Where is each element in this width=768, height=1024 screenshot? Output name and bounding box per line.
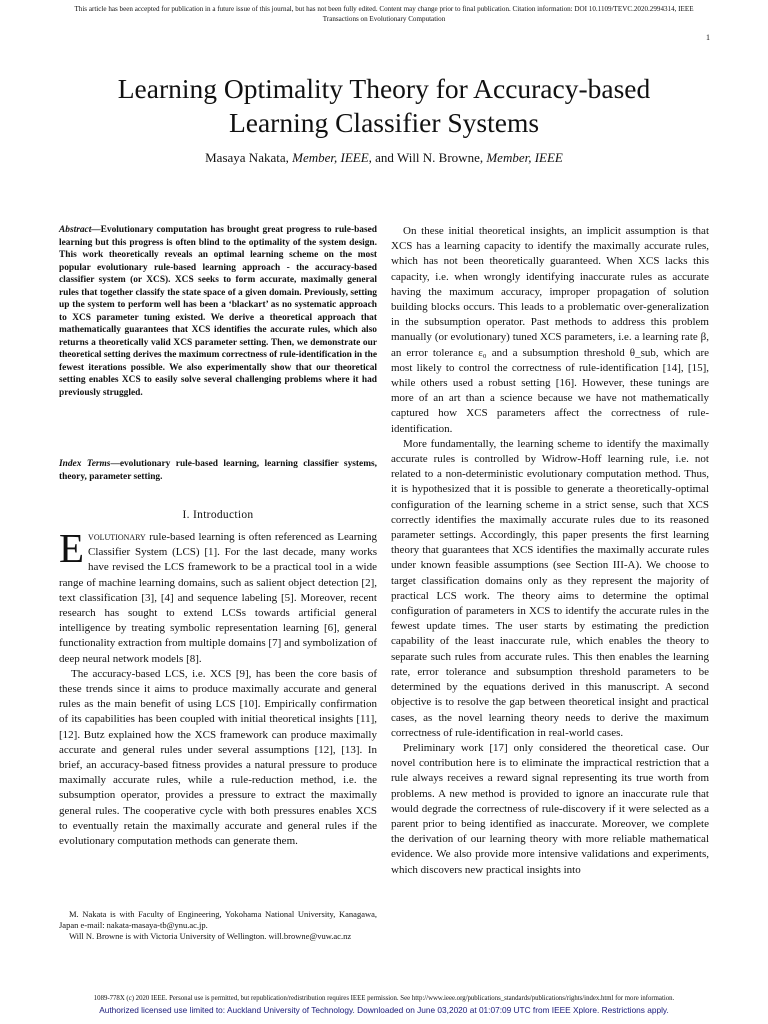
author-line [40, 150, 728, 166]
title-line1: Learning Optimality Theory for Accuracy-based [117, 73, 651, 104]
right-paragraph-2: More fundamentally, the learning scheme to identify the maximally accurate rules is controlled by Widrow-Hoff learning rule, i.e. not related to a non-deterministic evolutionary computation method. Thus, it is hypothesized that it is possible to generate a theoretically-optimal configuration of the learning scheme in a strict sense, such that XCS correctly identifies the maximally accurate rules due to its reasoned parameter settings. Accordingly, this paper presents the first learning theory that guarantees that XCS identifies the maximally accurate rules under known feasible assumptions (see Section III-A). We choose to target classification domains only as they represent the majority of practical LCS work. The theory aims to determine the optimal configuration of parameters in XCS to identify the accurate rules in the fewest update times. The user starts by estimating the prediction capability of the least inaccurate rule, which enables the theory to separate such rules from accurate rules. This then enables the learning rate, error tolerance and subsumption threshold parameters to be determined by the equations derived in this manuscript. A second objective is to resolve the gap between theoretical insight and practical cases, as the novel learning theory needs to derive the maximum correctness of rule-identification in real-world cases. [391, 437, 709, 739]
dropcap-letter: E [59, 525, 85, 571]
footnote-affiliation-1: M. Nakata is with Faculty of Engineering, Yokohama National University, Kanagawa, Japan e-mail: nakata-masaya-tb@ynu.ac.jp. [59, 909, 377, 930]
index-terms-text: —evolutionary rule-based learning, learning classifier systems, theory, parameter setting. [59, 459, 377, 482]
section-heading-introduction: I. Introduction [182, 509, 254, 521]
title-line2: Learning Classifier Systems [228, 107, 540, 138]
abstract-text: —Evolutionary computation has brought great progress to rule-based learning but this progress is often blind to the optimality of the system design. This work theoretically reveals an optimal learning scheme on the most popular evolutionary rule-based learning approach - the accuracy-based classifier system (or XCS). XCS seeks to form accurate, maximally general rules that together classify the state space of a given domain. Previously, setting up the system to perform well has been a ‘blackart’ as no systematic approach to XCS parameter tuning existed. We derive a theoretical approach that mathematically guarantees that XCS identifies the accurate rules, which also returns a theoretically valid XCS parameter setting. Then, we demonstrate our theoretical setting derives the maximum correctness of rule-identification in the fewest iterations possible. We also experimentally show that our theoretical setting enables XCS to easily solve several challenging problems where it had previously struggled. [59, 225, 377, 398]
page-number: 1 [706, 33, 710, 42]
author-conjunction: and [375, 150, 394, 165]
right-paragraph-1: On these initial theoretical insights, an implicit assumption is that XCS has a learning capacity to identify the maximally accurate rules, which has not been theoretically guaranteed. When XCS lacks this capacity, i.e. when wrongly identifying inaccurate rules as accurate having the maximum accuracy, improper propagation of solution building blocks occurs. This leads to a problematic over-generalization in the subsumption operator. Past methods to address this problem manually (or evolutionary) tuned XCS parameters, i.e. a learning rate β, an error tolerance ε₀ and a subsumption threshold θ_sub, which are most likely to control the correctness of rule-identification [14], [15], while others used a robust setting [16]. However, these tunings are more of an art than a science because we have not mathematically captured how XCS parameters affect the correctness of rule-identification. [391, 225, 709, 435]
footer-license-notice: Authorized licensed use limited to: Auckland University of Technology. Downloaded on June 03,2020 at 01:07:09 UTC from IEEE Xplore. Restrictions apply. [99, 1005, 669, 1015]
author2-name: Will N. Browne, [396, 150, 484, 165]
intro-paragraph-1 [59, 525, 377, 667]
index-terms [59, 458, 377, 483]
right-paragraph-3: Preliminary work [17] only considered the theoretical case. Our novel contribution here is to eliminate the impractical restriction that a rule always receives a reward signal representing its true worth from problems. A new method is provided to ignore an inaccurate rule that would degrade the correctness of rule-discovery if it were selected as a parent prior to being identified as inaccurate. Moreover, we complete the derivation of our learning theory with more reliable mathematical evidence. We also provide more intensive validations and experiments, which discovers new practical insights into [391, 741, 709, 876]
author1-role: Member, IEEE, [292, 150, 372, 165]
introduction-body [59, 525, 377, 849]
footnote-affiliation-2: Will N. Browne is with Victoria University of Wellington. will.browne@vuw.ac.nz [69, 931, 352, 941]
intro-paragraph-2: The accuracy-based LCS, i.e. XCS [9], has been the core basis of these trends since it aims to produce maximally accurate and general rules as the main benefit of using LCS [10]. Empirically confirmation of its capabilities has been coupled with initial theoretical insights [11], [12]. Butz explained how the XCS framework can produce maximally accurate and general rules under several assumptions [12], [13]. In brief, an accuracy-based fitness provides a natural pressure to produce maximally accurate rules, while a rule-reduction method, i.e. the subsumption operator, provides a pressure to extract the maximally general rules. The cooperative cycle with both pressures enables XCS to eventually retain the maximally accurate and general rules if the evolutionary computation methods can generate them. [59, 667, 377, 848]
author-footnote [59, 909, 377, 942]
author1-name: Masaya Nakata, [205, 150, 289, 165]
abstract [59, 224, 377, 399]
footer-copyright: 1089-778X (c) 2020 IEEE. Personal use is permitted, but republication/redistribution requires IEEE permission. See http://www.ieee.org/publications_standards/publications/rights/index.html for more information. [93, 995, 675, 1002]
right-column-body [391, 224, 709, 878]
header-note-line2: Transactions on Evolutionary Computation [322, 15, 446, 23]
abstract-label: Abstract [59, 225, 92, 235]
intro-paragraph-1-text: rule-based learning is often referenced as Learning Classifier System (LCS) [1]. For the last decade, many works have revised the LCS framework to be a practical tool in a wide range of machine learning domains, such as salient object detection [2], text classification [3], [4] and sequence labeling [5]. Moreover, recent research has sought to extend LCSs towards artificial general intelligence by treating symbolic representation learning [6], general functionality extraction from multiple domains [7] and symbolization of deep neural network models [8]. [59, 531, 377, 665]
dropcap-continuation: volutionary [88, 531, 146, 543]
journal-header-note [18, 4, 750, 24]
header-note-line1: This article has been accepted for publication in a future issue of this journal, but has not been fully edited. Content may change prior to final publication. Citation information: DOI 10.1109/TEVC.2020.2994314, IEEE [74, 5, 694, 13]
index-terms-label: Index Terms [59, 459, 111, 469]
paper-title [40, 72, 728, 140]
author2-role: Member, IEEE [486, 150, 563, 165]
